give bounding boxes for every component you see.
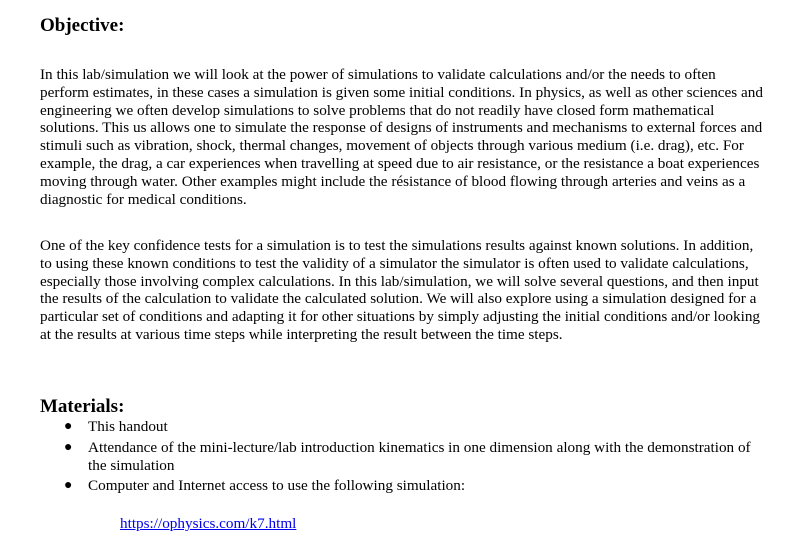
- materials-list: [40, 418, 765, 498]
- list-item-text: This handout: [88, 418, 168, 435]
- list-item: [40, 418, 765, 436]
- list-item: [40, 439, 765, 475]
- objective-paragraph-2: One of the key confidence tests for a simulation is to test the simulations results against known solutions. In addition, to using these known conditions to test the validity of a simulator the simulator is often used to validate calculations, especially those involving complex calculations. In this lab/simulation, we will solve several questions, and then input the results of the calculation to validate the calculated solution. We will also explore using a simulation designed for a particular set of conditions and adapting it for other situations by simply adjusting the initial conditions and/or looking at the results at various time steps while interpreting the result between the time steps.: [40, 237, 761, 343]
- bullet-icon: ●: [64, 478, 73, 494]
- objective-paragraph-1: In this lab/simulation we will look at the power of simulations to validate calculations and/or the needs to often perform estimates, in these cases a simulation is given some initial conditions. In physics, as well as other sciences and engineering we often develop simulations to solve problems that do not readily have closed form mathematical solutions. This us allows one to simulate the response of designs of instruments and mechanisms to external forces and stimuli such as vibration, shock, thermal changes, movement of objects through various medium (i.e. drag), etc. For example, the drag, a car experiences when travelling at speed due to air resistance, or the resistance a boat experiences moving through water. Other examples might include the résistance of blood flowing through arteries and veins as a diagnostic for medical conditions.: [40, 66, 763, 208]
- materials-heading: Materials:: [40, 396, 125, 417]
- bullet-icon: ●: [64, 419, 73, 434]
- list-item-text: Attendance of the mini-lecture/lab introduction kinematics in one dimension along with the demonstration of the simulation: [88, 438, 751, 474]
- bullet-icon: ●: [64, 439, 73, 455]
- list-item-text: Computer and Internet access to use the following simulation:: [88, 477, 466, 495]
- list-item: [40, 477, 765, 495]
- objective-heading: Objective:: [40, 15, 125, 36]
- simulation-link[interactable]: https://ophysics.com/k7.html: [120, 515, 297, 532]
